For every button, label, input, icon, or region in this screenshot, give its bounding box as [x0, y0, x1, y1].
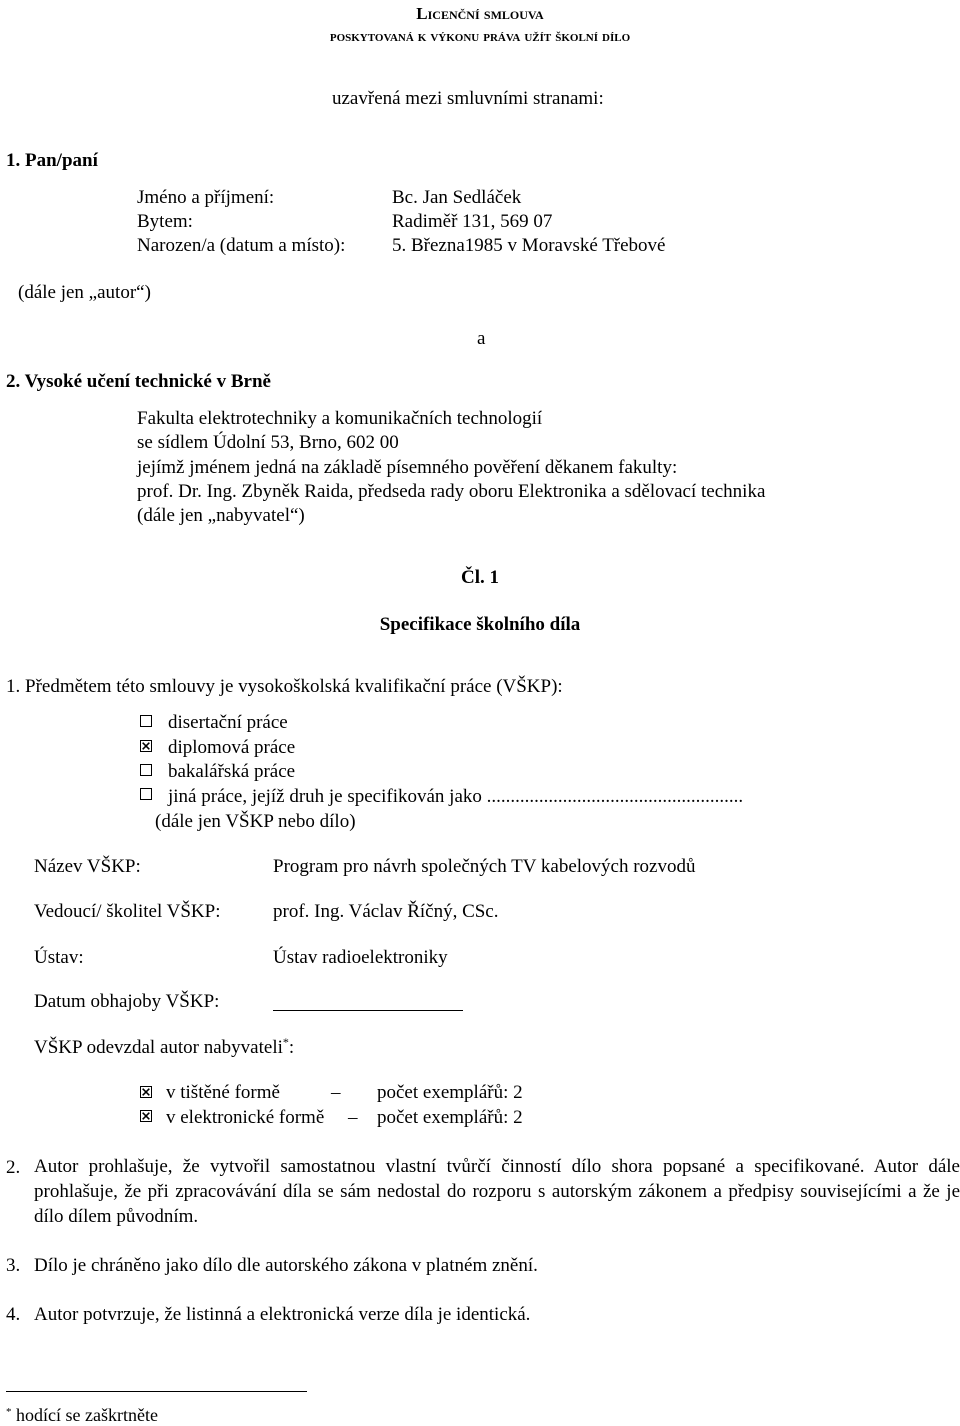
checkbox-other[interactable]: [140, 788, 152, 800]
party2-representative: prof. Dr. Ing. Zbyněk Raida, předseda rady oboru Elektronika a sdělovací technika: [137, 481, 766, 502]
checkbox-diploma[interactable]: [140, 740, 152, 752]
printed-form: v tištěné formě: [166, 1082, 280, 1103]
checkbox-bachelor[interactable]: [140, 764, 152, 776]
option-bachelor: bakalářská práce: [168, 761, 296, 782]
party2-alias: (dále jen „nabyvatel“): [137, 505, 305, 526]
clause3-number: 3.: [6, 1255, 21, 1276]
option-dissertation: disertační práce: [168, 712, 288, 733]
clause4-text: Autor potvrzuje, že listinná a elektronická verze díla je identická.: [34, 1304, 531, 1325]
contract-title: Licenční smlouva: [416, 4, 544, 23]
connector-and: a: [477, 328, 486, 349]
printed-dash: –: [331, 1082, 341, 1103]
electronic-count: počet exemplářů: 2: [377, 1107, 523, 1128]
clause3-text: Dílo je chráněno jako dílo dle autorského zákona v platném znění.: [34, 1255, 538, 1276]
footnote: * hodící se zaškrtněte: [6, 1405, 158, 1425]
party1-birth-label: Narozen/a (datum a místo):: [137, 235, 346, 256]
thesis-title-value: Program pro návrh společných TV kabelových rozvodů: [273, 856, 696, 877]
article-number: Čl. 1: [461, 567, 499, 588]
electronic-form: v elektronické formě: [166, 1107, 325, 1128]
item1-alias: (dále jen VŠKP nebo dílo): [155, 811, 356, 832]
checkmark-x-icon: [141, 1111, 151, 1121]
option-other: jiná práce, jejíž druh je specifikován jako ......................................................: [168, 786, 744, 807]
option-diploma: diplomová práce: [168, 737, 296, 758]
item1-text: 1. Předmětem této smlouvy je vysokoškolská kvalifikační práce (VŠKP):: [6, 676, 563, 697]
supervisor-label: Vedoucí/ školitel VŠKP:: [34, 901, 221, 922]
defense-date-label: Datum obhajoby VŠKP:: [34, 991, 220, 1012]
defense-date-line[interactable]: [273, 1010, 463, 1011]
party1-address-value: Radiměř 131, 569 07: [392, 211, 553, 232]
article-title: Specifikace školního díla: [379, 614, 581, 635]
clause2-number: 2.: [6, 1157, 21, 1178]
party1-alias: (dále jen „autor“): [18, 282, 151, 303]
clause4-number: 4.: [6, 1304, 21, 1325]
supervisor-value: prof. Ing. Václav Říčný, CSc.: [273, 901, 499, 922]
institute-value: Ústav radioelektroniky: [273, 947, 448, 968]
institute-label: Ústav:: [34, 947, 84, 968]
printed-count: počet exemplářů: 2: [377, 1082, 523, 1103]
party1-birth-value: 5. Března1985 v Moravské Třebové: [392, 235, 666, 256]
clause2-text: Autor prohlašuje, že vytvořil samostatnou vlastní tvůrčí činností dílo shora popsané a specifikované. Autor dále prohlašuje, že při zpracovávání díla se sám nedostal do rozporu s autorským zákonem a předpisy souvisejícími a že je dílo dílem původním.: [34, 1156, 960, 1227]
between-parties: uzavřená mezi smluvními stranami:: [332, 88, 604, 109]
electronic-dash: –: [348, 1107, 358, 1128]
party2-faculty: Fakulta elektrotechniky a komunikačních technologií: [137, 408, 543, 429]
checkbox-electronic[interactable]: [140, 1110, 152, 1122]
party1-name-value: Bc. Jan Sedláček: [392, 187, 522, 208]
footnote-separator: [6, 1391, 307, 1392]
checkbox-dissertation[interactable]: [140, 715, 152, 727]
party2-represented: jejímž jménem jedná na základě písemného pověření děkanem fakulty:: [137, 457, 678, 478]
party1-name-label: Jméno a příjmení:: [137, 187, 275, 208]
party1-address-label: Bytem:: [137, 211, 193, 232]
party2-seat: se sídlem Údolní 53, Brno, 602 00: [137, 432, 399, 453]
party2-heading: 2. Vysoké učení technické v Brně: [6, 371, 271, 392]
checkmark-x-icon: [141, 1087, 151, 1097]
handover-label: VŠKP odevzdal autor nabyvateli*:: [34, 1035, 295, 1058]
checkmark-x-icon: [141, 741, 151, 751]
contract-subtitle: poskytovaná k výkonu práva užít školní dílo: [329, 28, 631, 45]
checkbox-printed[interactable]: [140, 1086, 152, 1098]
party1-heading: 1. Pan/paní: [6, 150, 98, 171]
thesis-title-label: Název VŠKP:: [34, 856, 141, 877]
